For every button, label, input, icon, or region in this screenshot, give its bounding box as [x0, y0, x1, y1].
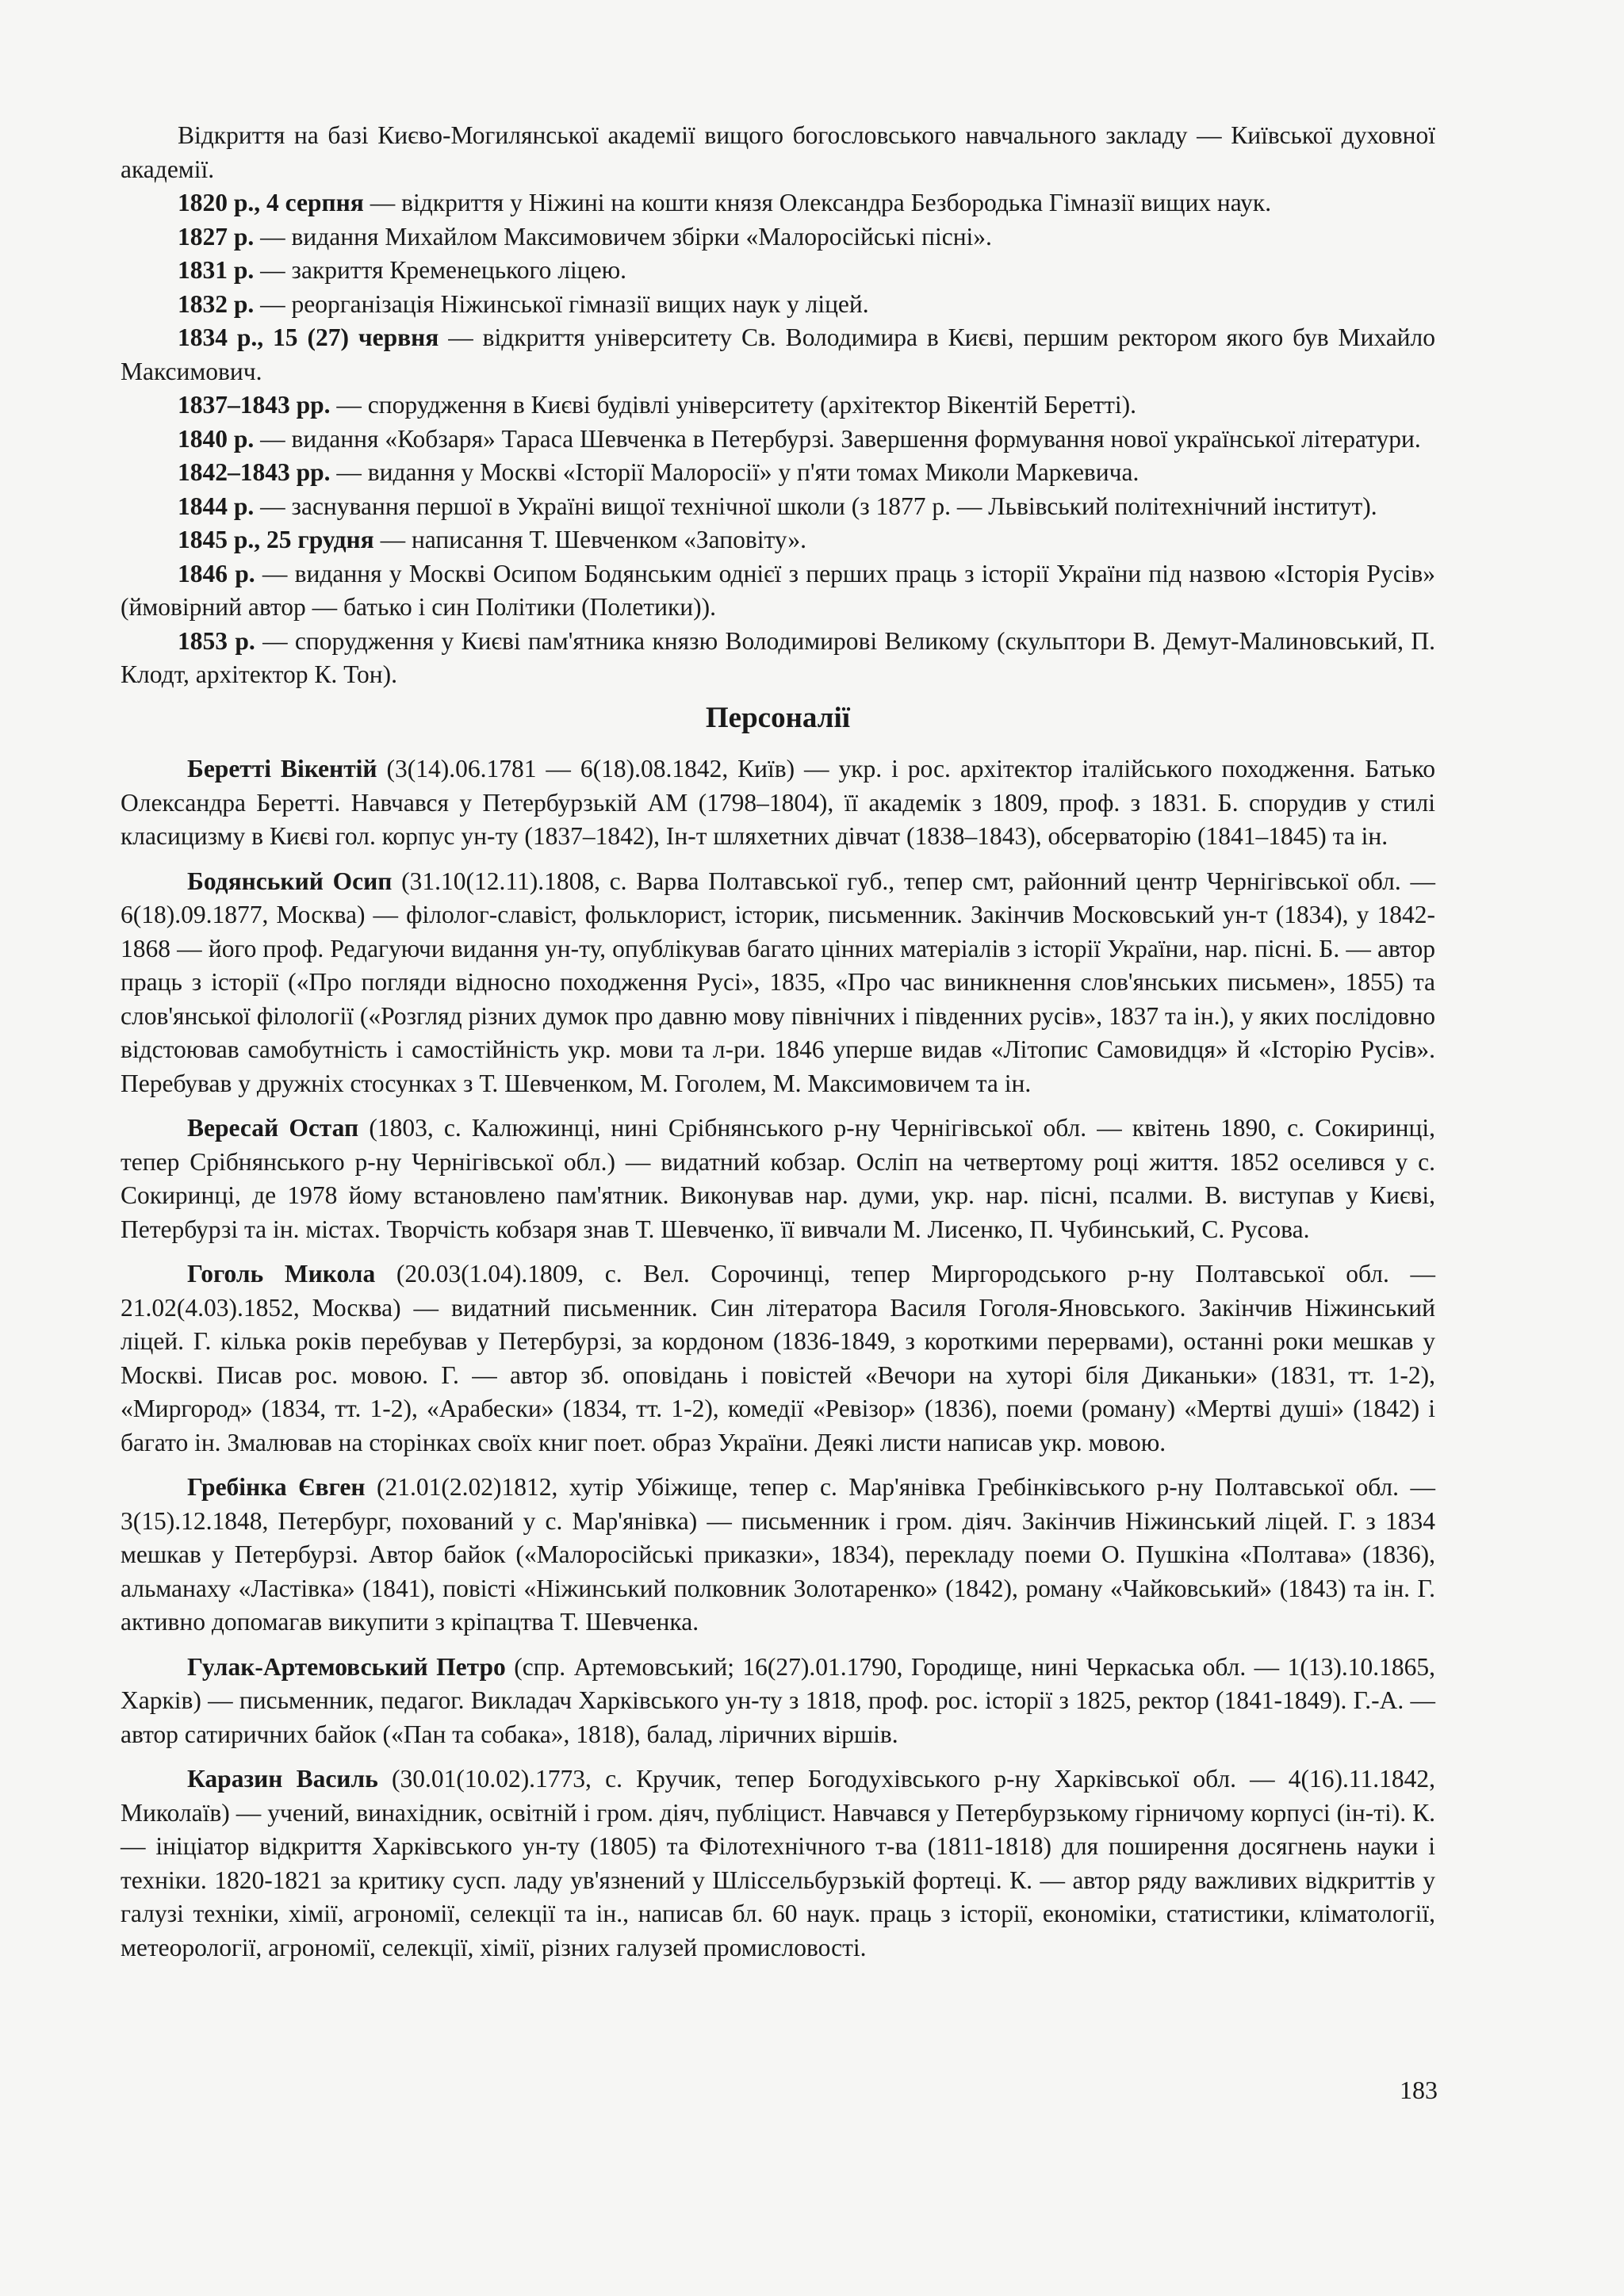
section-heading: Персоналії [705, 701, 851, 734]
entry-text: — закриття Кременецького ліцею. [254, 256, 626, 284]
chronology-entry [121, 288, 1435, 322]
chronology-entry [121, 220, 1435, 254]
entry-date: 1831 р. [178, 256, 255, 284]
biography-text: (20.03(1.04).1809, с. Вел. Сорочинці, тепер Миргородського р-ну Полтавської обл. — 21.02(4.03).1852, Москва) — видатний письменник. Син літератора Василя Гоголя-Яновського. Закінчив Ніжинський ліцей. Г. кілька років перебував у Петербурзі, за кордоном (1836-1849, з короткими перервами), останні роки мешкав у Москві. Писав рос. мовою. Г. — автор зб. оповідань і повістей «Вечори на хуторі біля Диканьки» (1831, тт. 1-2), «Миргород» (1834, тт. 1-2), «Арабески» (1834, тт. 1-2), комедії «Ревізор» (1836), поеми (роману) «Мертві душі» (1842) і багато ін. Змалював на сторінках своїх книг поет. образ України. Деякі листи написав укр. мовою. [121, 1260, 1435, 1456]
entry-text: — спорудження в Києві будівлі університету (архітектор Вікентій Беретті). [330, 391, 1136, 419]
entry-date: 1827 р. [178, 222, 255, 251]
chronology-entry [121, 388, 1435, 423]
chronology-entry [121, 423, 1435, 457]
chronology-entry [121, 254, 1435, 288]
chronology-entry: Відкриття на базі Києво-Могилянської академії вищого богословського навчального закладу — Київської духовної академії. [121, 121, 1435, 183]
entry-date: 1832 р. [178, 289, 255, 318]
person-name: Гребінка Євген [187, 1473, 366, 1501]
chronology-entry [121, 523, 1435, 557]
entry-text: — реорганізація Ніжинської гімназії вищих наук у ліцей. [254, 289, 869, 318]
entry-text: — написання Т. Шевченком «Заповіту». [373, 526, 806, 553]
biography-text: (спр. Артемовський; 16(27).01.1790, Городище, нині Черкаська обл. — 1(13).10.1865, Харків) — письменник, педагог. Викладач Харківського ун-ту з 1818, проф. рос. історії з 1825, ректор (1841-1849). Г.-А. — автор сатиричних байок («Пан та собака», 1818), балад, ліричних віршів. [121, 1652, 1436, 1748]
entry-text: — відкриття у Ніжині на кошти князя Олександра Безбородька Гімназії вищих наук. [363, 189, 1272, 216]
biography-entry [121, 1257, 1435, 1460]
entry-text: — заснування першої в Україні вищої технічної школи (з 1877 р. — Львівський політехнічний інститут). [254, 492, 1377, 520]
entry-date: 1837–1843 рр. [178, 391, 331, 419]
entry-text: — видання у Москві «Історії Малоросії» у п'яти томах Миколи Маркевича. [330, 458, 1139, 486]
entry-text: — спорудження у Києві пам'ятника князю Володимирові Великому (скульптори В. Демут-Малиновський, П. Клодт, архітектор К. Тон). [121, 626, 1435, 688]
entry-date: 1820 р., 4 серпня [178, 189, 364, 216]
chronology-entry [121, 625, 1435, 692]
entry-date: 1853 р. [178, 626, 255, 655]
entry-date: 1840 р. [178, 424, 255, 453]
person-name: Гоголь Микола [187, 1260, 376, 1288]
page-number: 183 [1400, 2076, 1438, 2104]
biography-entry [121, 752, 1435, 854]
chronology-entry [121, 321, 1435, 388]
chronology-entry [121, 186, 1435, 220]
chronology-entry [121, 557, 1435, 625]
biography-entry [121, 1112, 1435, 1246]
entry-date: 1844 р. [178, 492, 255, 520]
biography-text: (21.01(2.02)1812, хутір Убіжище, тепер с. Мар'янівка Гребінківського р-ну Полтавської обл. — 3(15).12.1848, Петербург, похований у с. Мар'янівка) — письменник і гром. діяч. Закінчив Ніжинський ліцей. Г. з 1834 мешкав у Петербурзі. Автор байок («Малоросійські приказки», 1834), перекладу поеми О. Пушкіна «Полтава» (1836), альманаху «Ластівка» (1841), повісті «Ніжинський полковник Золотаренко» (1842), роману «Чайковський» (1843) та ін. Г. активно допомагав викупити з кріпацтва Т. Шевченка. [121, 1473, 1436, 1636]
biographies-list [121, 752, 1435, 1965]
person-name: Беретті Вікентій [187, 755, 377, 783]
entry-date: 1846 р. [178, 559, 255, 587]
person-name: Каразин Василь [187, 1765, 378, 1793]
chronology-list [121, 119, 1435, 692]
entry-text: — відкриття університету Св. Володимира в Києві, першим ректором якого був Михайло Максимович. [121, 323, 1436, 385]
chronology-entry [121, 490, 1435, 524]
biography-text: (3(14).06.1781 — 6(18).08.1842, Київ) — укр. і рос. архітектор італійського походження. Батько Олександра Беретті. Навчався у Петербурзькій АМ (1798–1804), її академік з 1809, проф. з 1831. Б. спорудив у стилі класицизму в Києві гол. корпус ун-ту (1837–1842), Ін-т шляхетних дівчат (1838–1843), обсерваторію (1841–1845) та ін. [121, 755, 1436, 850]
biography-text: (31.10(12.11).1808, с. Варва Полтавської губ., тепер смт, районний центр Чернігівської обл. — 6(18).09.1877, Москва) — філолог-славіст, фольклорист, історик, письменник. Закінчив Московський ун-т (1834), у 1842-1868 — його проф. Редагуючи видання ун-ту, опублікував багато цінних матеріалів з історії України, нар. пісні. Б. — автор праць з історії («Про погляди відносно походження Русі», 1835, «Про час виникнення слов'янських письмен», 1855) та слов'янської філології («Розгляд різних думок про давню мову північних і південних русів», 1837 та ін.), у яких послідовно відстоював самобутність і самостійність укр. мови та л-ри. 1846 уперше видав «Літопис Самовидця» й «Історію Русів». Перебував у дружніх стосунках з Т. Шевченком, М. Гоголем, М. Максимовичем та ін. [121, 867, 1435, 1097]
person-name: Бодянський Осип [187, 867, 393, 895]
person-name: Гулак-Артемовський Петро [187, 1652, 506, 1681]
person-name: Вересай Остап [187, 1114, 359, 1142]
biography-entry [121, 1471, 1435, 1640]
entry-date: 1845 р., 25 грудня [178, 526, 374, 553]
biography-text: (30.01(10.02).1773, с. Кручик, тепер Богодухівського р-ну Харківської обл. — 4(16).11.1842, Миколаїв) — учений, винахідник, освітній і гром. діяч, публіцист. Навчався у Петербурзькому гірничому корпусі (ін-ті). К. — ініціатор відкриття Харківського ун-ту (1805) та Філотехнічного т-ва (1811-1818) для поширення досягнень науки і техніки. 1820-1821 за критику сусп. ладу ув'язнений у Шліссельбурзькій фортеці. К. — автор ряду важливих відкриттів у галузі техніки, хімії, агрономії, селекції та ін., написав бл. 60 наук. праць з історії, економіки, статистики, кліматології, метеорології, агрономії, селекції, хімії, різних галузей промисловості. [121, 1765, 1435, 1961]
biography-entry [121, 1762, 1435, 1965]
entry-text: — видання у Москві Осипом Бодянським однієї з перших праць з історії України під назвою «Історія Русів» (ймовірний автор — батько і син Політики (Полетики)). [121, 559, 1435, 621]
biography-entry [121, 1651, 1435, 1752]
chronology-entry [121, 456, 1435, 490]
entry-text: — видання «Кобзаря» Тараса Шевченка в Петербурзі. Завершення формування нової української літератури. [254, 424, 1421, 453]
biography-text: (1803, с. Калюжинці, нині Срібнянського р-ну Чернігівської обл. — квітень 1890, с. Сокиринці, тепер Срібнянського р-ну Чернігівської обл.) — видатний кобзар. Осліп на четвертому році життя. 1852 оселився у с. Сокиринці, де 1978 йому встановлено пам'ятник. Виконував нар. думи, укр. нар. пісні, псалми. В. виступав у Києві, Петербурзі та ін. містах. Творчість кобзаря знав Т. Шевченко, її вивчали М. Лисенко, П. Чубинський, С. Русова. [121, 1114, 1435, 1243]
entry-text: — видання Михайлом Максимовичем збірки «Малоросійські пісні». [254, 222, 992, 251]
entry-date: 1842–1843 рр. [178, 458, 331, 486]
biography-entry [121, 865, 1435, 1101]
entry-date: 1834 р., 15 (27) червня [178, 323, 439, 351]
